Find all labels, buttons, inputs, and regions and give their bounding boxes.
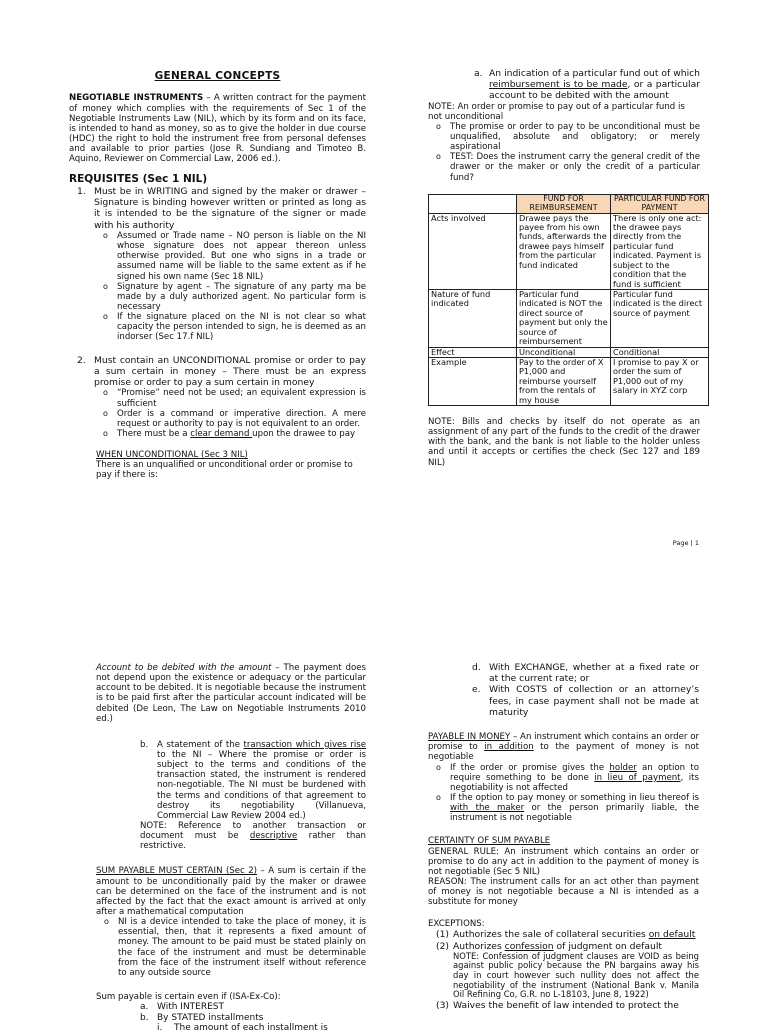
requisite-2-text: Must contain an UNCONDITIONAL promise or order to pay a sum certain in money – There must be an express promise or order to pay a sum certain in money (94, 354, 366, 389)
list-item: i. The amount of each installment is (157, 1023, 328, 1034)
list-item: (3) Waives the benefit of law intended to protect the (436, 999, 679, 1011)
bullet-icon: o (103, 429, 108, 439)
bullet-icon: o (103, 312, 108, 322)
certain-if-intro: Sum payable is certain even if (ISA-Ex-Co): (96, 991, 281, 1002)
payable-bullets (436, 763, 699, 824)
bullet-item: o There must be a clear demand upon the drawee to pay (103, 429, 356, 440)
table-cell: Conditional (611, 347, 709, 357)
bullet-icon: o (436, 121, 441, 131)
requisite-1-bullets (103, 231, 366, 343)
list-item: d. With EXCHANGE, whether at a fixed rate or at the current rate; or (472, 662, 699, 685)
bullet-icon: o (104, 917, 109, 927)
payable-in-money-paragraph: PAYABLE IN MONEY – An instrument which contains an order or promise to in addition to the payment of money is not negotiable (428, 732, 700, 763)
list-item: b. By STATED installments (140, 1012, 264, 1023)
certainty-heading: CERTAINTY OF SUM PAYABLE (428, 836, 551, 847)
bullet-item: o If the option to pay money or something in lieu thereof is with the maker or the person primarily liable, the instrument is not negotiable (436, 792, 699, 824)
note-bills-checks: NOTE: Bills and checks by itself do not operate as an assignment of any part of the funds to the credit of the drawer with the bank, and the bank is not liable to the holder unless and until it accepts or certifies the check (Sec 127 and 189 NIL) (428, 417, 700, 468)
table-cell: Unconditional (517, 347, 611, 357)
bullet-icon: o (436, 152, 441, 162)
page-number: Page | 1 (672, 539, 699, 547)
exchange-cost-list (472, 662, 699, 718)
requisite-2 (77, 355, 366, 389)
table-cell: Acts involved (429, 213, 517, 289)
general-rule: GENERAL RULE: An instrument which contains an order or promise to do any act in addition to the payment of money is not negotiable (Sec 5 NIL) (428, 846, 699, 877)
when-unconditional-text: There is an unqualified or unconditional order or promise to pay if there is: (96, 460, 353, 481)
bullet-item: o “Promise” need not be used; an equivalent expression is sufficient (103, 388, 366, 409)
table-cell: There is only one act: the drawee pays directly from the particular fund indicated. Payment is subject to the condition that the fund is sufficient (611, 213, 709, 289)
table-cell: Example (429, 357, 517, 405)
requisite-1 (77, 186, 366, 231)
list-item: e. With COSTS of collection or an attorney’s fees, in case payment shall not be made at maturity (472, 684, 699, 718)
item-b: b. A statement of the transaction which gives rise to the NI – Where the promise or order is subject to the terms and conditions of the transaction stated, the instrument is rendered non-negotiable. The NI must be burdened with the terms and conditions of that agreement to destroy its negotiability (Villanueva, Commercial Law Review 2004 ed.) (140, 739, 367, 821)
list-item: a. With INTEREST (140, 1002, 225, 1013)
bullet-icon: o (436, 762, 441, 772)
table-header-row (429, 194, 709, 213)
reason: REASON: The instrument calls for an act other than payment of money is not negotiable because a NI is intended as a substitute for money (428, 876, 699, 908)
bullet-item: o Assumed or Trade name – NO person is liable on the NI whose signature does not appear thereon unless otherwise provided. But one who signs in a trade or assumed name will be liable to the same extent as if he signed his own name (Sec 18 NIL) (103, 230, 366, 282)
requisite-2-number: 2. (77, 354, 86, 366)
list-item: (1) Authorizes the sale of collateral securities on default (436, 929, 696, 941)
table-header-cell (429, 194, 517, 213)
page1-left-column (69, 70, 366, 481)
table-cell: Drawee pays the payee from his own funds, afterwards the drawee pays himself from the particular fund indicated (517, 213, 611, 289)
page-gap (0, 580, 768, 658)
bullet-item: o TEST: Does the instrument carry the general credit of the drawer or the maker or only the credit of a particular fund? (436, 152, 700, 183)
ni-term: NEGOTIABLE INSTRUMENTS (69, 93, 204, 104)
ni-definition-text: – A written contract for the payment of money which complies with the requirements of Sec 1 of the Negotiable Instruments Law (NIL), which by its form and on its face, is intended to hand as money, so as to give the holder in due course (HDC) the right to hold the instrument free from personal defenses and available to prior parties (Jose R. Sundiang and Timoteo B. Aquino, Reviewer on Commercial Law, 2006 ed.). (69, 93, 366, 165)
reference-note: NOTE: Reference to another transaction or document must be descriptive rather than restrictive. (140, 820, 366, 852)
bullet-item: o Order is a command or imperative direction. A mere request or authority to pay is not equivalent to an order. (103, 408, 366, 429)
account-debited-paragraph: Account to be debited with the amount – The payment does not depend upon the existence or adequacy or the particular account to be debited. It is negotiable because the instrument is to be paid first after the particular account indicated will be debited (De Leon, The Law on Negotiable Instruments 2010 ed.) (96, 663, 366, 724)
table-row (429, 289, 709, 347)
bullet-icon: o (103, 408, 108, 418)
bullet-item: o The promise or order to pay to be unconditional must be unqualified, absolute and obligatory; or merely aspirational (436, 121, 700, 153)
document-page-2 (0, 658, 768, 1034)
bullet-icon: o (103, 388, 108, 398)
table-row (429, 357, 709, 405)
ni-definition (69, 93, 366, 164)
exceptions-list (436, 929, 699, 1010)
requisites-heading: REQUISITES (Sec 1 NIL) (69, 173, 208, 186)
when-unconditional-heading: WHEN UNCONDITIONAL (Sec 3 NIL) (96, 450, 248, 461)
right-bullets (436, 122, 700, 183)
certain-if-list (140, 1002, 366, 1034)
page2-right-column (428, 662, 699, 1011)
list-item: (2) Authorizes confession of judgment on default (436, 940, 662, 952)
bullet-icon: o (103, 281, 108, 291)
bullet-item: o NI is a device intended to take the place of money, it is essential, then, that it represents a fixed amount of money. The amount to be paid must be stated plainly on the face of the instrument and must be determinable from the face of the instrument itself without reference to any outside source (104, 917, 366, 978)
page-title: GENERAL CONCEPTS (154, 70, 281, 82)
note-particular-fund: NOTE: An order or promise to pay out of a particular fund is not unconditional (428, 101, 685, 122)
table-row (429, 213, 709, 289)
sum-payable-paragraph: SUM PAYABLE MUST CERTAIN (Sec 2) – A sum is certain if the amount to be unconditionally paid by the maker or drawee can be determined on the face of the instrument and is not affected by the fact that the exact amount is arrived at only after a mathematical computation (96, 866, 367, 917)
page1-right-column (428, 68, 705, 468)
table-row (429, 347, 709, 357)
table-cell: I promise to pay X or order the sum of P1,000 out of my salary in XYZ corp (611, 357, 709, 405)
bullet-item: o If the signature placed on the NI is not clear so what capacity the person intended to sign, he is deemed as an indorser (Sec 17.f NIL) (103, 312, 366, 343)
table-cell: Particular fund indicated is the direct source of payment (611, 289, 709, 347)
requisite-1-text: Must be in WRITING and signed by the maker or drawer – Signature is binding however written or printed as long as it is intended to be the signature of the signer or made with his authority (94, 185, 366, 231)
exceptions-heading: EXCEPTIONS: (428, 919, 485, 930)
fund-comparison-table (428, 194, 709, 406)
bullet-icon: o (436, 792, 441, 802)
table-cell: Nature of fund indicated (429, 289, 517, 347)
table-cell: Particular fund indicated is NOT the direct source of payment but only the source of reimbursement (517, 289, 611, 347)
requisite-1-number: 1. (77, 185, 86, 197)
page2-left-column (96, 663, 366, 1034)
requisite-2-bullets (103, 388, 366, 439)
confession-note: NOTE: Confession of judgment clauses are VOID as being against public policy because the PN bargains away his day in court however such nullity does not affect the negotiability of the instrument (National Bank v. Manila Oil Refining Co, G.R. no L-18103, June 8, 1922) (453, 950, 699, 1000)
table-cell: Pay to the order of X P1,000 and reimburse yourself from the rentals of my house (517, 357, 611, 405)
bullet-item: o If the order or promise gives the holder an option to require something to be done in lieu of payment, its negotiability is not affected (436, 762, 699, 793)
table-header-cell: PARTICULAR FUND FOR PAYMENT (611, 194, 709, 213)
table-header-cell: FUND FOR REIMBURSEMENT (517, 194, 611, 213)
bullet-icon: o (103, 230, 108, 240)
table-cell: Effect (429, 347, 517, 357)
item-a: a. An indication of a particular fund out of which reimbursement is to be made, or a particular account to be debited with the amount (474, 68, 700, 101)
bullet-item: o Signature by agent – The signature of any party ma be made by a duly authorized agent. No particular form is necessary (103, 281, 366, 312)
sum-bullets (104, 917, 366, 978)
